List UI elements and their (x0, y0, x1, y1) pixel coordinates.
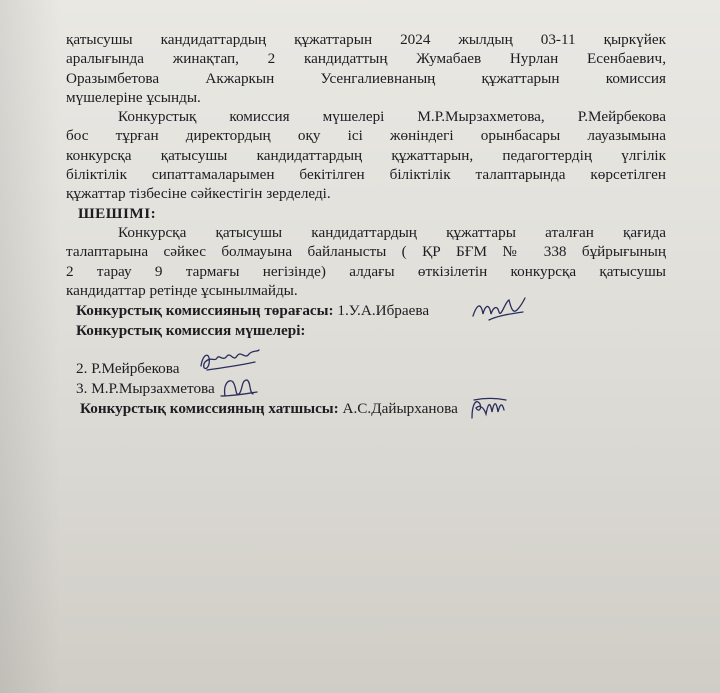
text-line: құжаттар тізбесіне сәйкестігін зерделеді. (66, 185, 331, 203)
text-line: аралығында жинақтап, 2 кандидаттың Жумабаев Нурлан Есенбаевич, (66, 50, 666, 68)
text-line: Конкурсқа қатысушы кандидаттардың құжаттары аталған қағида (118, 223, 666, 241)
text-line: конкурсқа қатысушы кандидаттардың құжаттарын, педагогтердің үлгілік (66, 146, 666, 164)
spacer (66, 340, 666, 358)
paragraph-decision (66, 223, 666, 300)
text-line: бос тұрған директордың оқу ісі жөніндегі орынбасары лауазымына (66, 127, 666, 145)
chairman-line (76, 300, 666, 320)
secretary-name: А.С.Дайырханова (342, 399, 458, 417)
text-line: қатысушы кандидаттардың құжаттарын 2024 жылдың 03-11 қыркүйек (66, 31, 666, 48)
member-signature (197, 346, 263, 376)
member-name: 3. М.Р.Мырзахметова (76, 379, 215, 397)
text-line: кандидаттар ретінде ұсынылмайды. (66, 281, 298, 299)
text-line: 2 тарау 9 тармағы негізінде) алдағы өткізілетін конкурсқа қатысушы (66, 262, 666, 280)
member-line (76, 358, 666, 378)
paragraph-commission-review (66, 107, 666, 203)
text-line: Оразымбетова Акжаркын Усенгалиевнаның құжаттарын комиссия (66, 69, 666, 87)
text-line: талаптарына сәйкес болмауына байланысты ( ҚР БҒМ № 338 бұйрығының (66, 243, 666, 261)
secretary-label: Конкурстық комиссияның хатшысы: (80, 399, 339, 417)
chairman-label: Конкурстық комиссияның төрағасы: (76, 301, 334, 319)
document-body (66, 30, 666, 418)
member-line (76, 378, 666, 398)
text-line: біліктілік сипаттамаларымен бекітілген біліктілік талаптарында көрсетілген (66, 166, 666, 184)
text-line: мүшелеріне ұсынды. (66, 88, 201, 106)
member-signature (219, 374, 259, 400)
members-heading-line (76, 320, 666, 340)
decision-heading: ШЕШІМІ: (78, 204, 157, 222)
secretary-signature (468, 394, 508, 422)
chairman-signature (469, 294, 529, 324)
chairman-name: 1.У.А.Ибраева (337, 301, 430, 319)
page-shadow (0, 0, 60, 693)
paragraph-document-collection (66, 30, 666, 107)
member-name: 2. Р.Мейрбекова (76, 359, 180, 377)
members-label: Конкурстық комиссия мүшелері: (76, 321, 306, 339)
text-line: Конкурстық комиссия мүшелері М.Р.Мырзахметова, Р.Мейрбекова (118, 108, 666, 126)
secretary-line (80, 398, 666, 418)
